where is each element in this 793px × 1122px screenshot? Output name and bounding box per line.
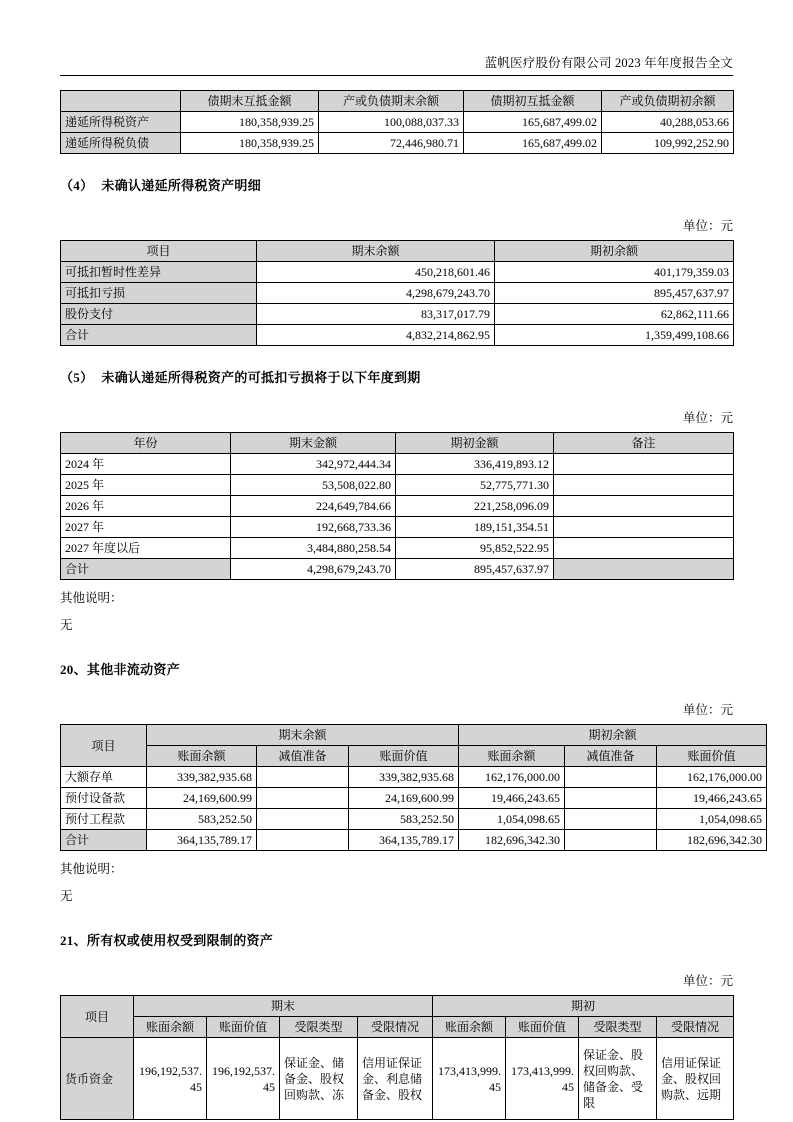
s20-sub-0: 账面余额 bbox=[147, 746, 257, 767]
s20-row1-begin-impairment bbox=[565, 788, 657, 809]
s20-row0-label: 大额存单 bbox=[61, 767, 147, 788]
s21-th-item: 项目 bbox=[61, 996, 134, 1038]
table-row bbox=[61, 559, 734, 580]
s20-row0-end-impairment bbox=[257, 767, 349, 788]
s5-row3-begin: 189,151,354.51 bbox=[396, 517, 554, 538]
unit-label-section20: 单位：元 bbox=[682, 703, 733, 717]
section-4-number: （4） bbox=[60, 178, 94, 193]
s21-sub-3: 受限情况 bbox=[358, 1017, 433, 1038]
s20-row3-begin-value: 182,696,342.30 bbox=[657, 830, 767, 851]
s21-sub-1: 账面价值 bbox=[207, 1017, 280, 1038]
s4-row3-label: 合计 bbox=[61, 325, 257, 346]
offset-row1-label: 递延所得税负债 bbox=[61, 133, 181, 154]
offset-th-2: 产或负债期末余额 bbox=[319, 91, 464, 112]
s20-row1-begin-balance: 19,466,243.65 bbox=[459, 788, 565, 809]
table-row bbox=[61, 809, 767, 830]
s20-row2-label: 预付工程款 bbox=[61, 809, 147, 830]
s20-row0-begin-balance: 162,176,000.00 bbox=[459, 767, 565, 788]
s5-row4-remark bbox=[554, 538, 734, 559]
table-header-row bbox=[61, 1017, 734, 1038]
section-5-number: （5） bbox=[60, 370, 94, 385]
s21-th-end-group: 期末 bbox=[134, 996, 433, 1017]
offset-row1-v0: 180,358,939.25 bbox=[181, 133, 319, 154]
s20-row1-end-balance: 24,169,600.99 bbox=[147, 788, 257, 809]
s21-sub-4: 账面余额 bbox=[433, 1017, 506, 1038]
s20-th-end-group: 期末余额 bbox=[147, 725, 459, 746]
s5-row4-end: 3,484,880,258.54 bbox=[231, 538, 396, 559]
s21-row0-end-type: 保证金、储备金、股权回购款、冻 bbox=[280, 1038, 358, 1120]
s20-row2-end-value: 583,252.50 bbox=[349, 809, 459, 830]
s20-row1-label: 预付设备款 bbox=[61, 788, 147, 809]
table-row bbox=[61, 830, 767, 851]
s21-row0-end-value: 196,192,537.45 bbox=[207, 1038, 280, 1120]
running-header bbox=[60, 0, 733, 71]
s21-sub-2: 受限类型 bbox=[280, 1017, 358, 1038]
s20-row2-end-balance: 583,252.50 bbox=[147, 809, 257, 830]
other-note-value-2: 无 bbox=[60, 889, 73, 903]
s20-row3-label: 合计 bbox=[61, 830, 147, 851]
s21-sub-5: 账面价值 bbox=[506, 1017, 579, 1038]
s20-row2-begin-value: 1,054,098.65 bbox=[657, 809, 767, 830]
table-row bbox=[61, 496, 734, 517]
s4-row2-end: 83,317,017.79 bbox=[257, 304, 495, 325]
s4-row1-label: 可抵扣亏损 bbox=[61, 283, 257, 304]
s21-row0-begin-balance: 173,413,999.45 bbox=[433, 1038, 506, 1120]
s20-row1-end-value: 24,169,600.99 bbox=[349, 788, 459, 809]
s4-th-1: 期末余额 bbox=[257, 241, 495, 262]
offset-row1-v3: 109,992,252.90 bbox=[602, 133, 734, 154]
table-row bbox=[61, 538, 734, 559]
section-5-title: 未确认递延所得税资产的可抵扣亏损将于以下年度到期 bbox=[101, 370, 421, 385]
s20-row0-begin-impairment bbox=[565, 767, 657, 788]
section-21-heading: 21、所有权或使用权受到限制的资产 bbox=[60, 933, 274, 948]
offset-row1-v1: 72,446,980.71 bbox=[319, 133, 464, 154]
other-note-label-2: 其他说明： bbox=[60, 862, 123, 876]
s5-row0-end: 342,972,444.34 bbox=[231, 454, 396, 475]
header-divider bbox=[60, 75, 733, 76]
table-header-row bbox=[61, 746, 767, 767]
s4-row1-begin: 895,457,637.97 bbox=[495, 283, 734, 304]
s5-row5-begin: 895,457,637.97 bbox=[396, 559, 554, 580]
s20-sub-4: 减值准备 bbox=[565, 746, 657, 767]
table-row bbox=[61, 767, 767, 788]
s5-row4-begin: 95,852,522.95 bbox=[396, 538, 554, 559]
s4-th-0: 项目 bbox=[61, 241, 257, 262]
offset-th-4: 产或负债期初余额 bbox=[602, 91, 734, 112]
offset-row0-v3: 40,288,053.66 bbox=[602, 112, 734, 133]
s21-row0-begin-type: 保证金、股权回购款、储备金、受限 bbox=[579, 1038, 657, 1120]
offset-th-3: 债期初互抵金额 bbox=[464, 91, 602, 112]
section-20-heading: 20、其他非流动资产 bbox=[60, 662, 180, 677]
s20-row3-begin-impairment bbox=[565, 830, 657, 851]
s5-row0-remark bbox=[554, 454, 734, 475]
s5-row1-year: 2025 年 bbox=[61, 475, 231, 496]
restricted-assets-table bbox=[60, 995, 734, 1120]
table-row bbox=[61, 112, 734, 133]
s4-row2-label: 股份支付 bbox=[61, 304, 257, 325]
s20-row3-end-balance: 364,135,789.17 bbox=[147, 830, 257, 851]
s5-th-2: 期初金额 bbox=[396, 433, 554, 454]
s21-row0-label: 货币资金 bbox=[61, 1038, 134, 1120]
section-5-heading bbox=[60, 368, 733, 388]
s5-row5-year: 合计 bbox=[61, 559, 231, 580]
s4-row0-end: 450,218,601.46 bbox=[257, 262, 495, 283]
table-row bbox=[61, 262, 734, 283]
s5-row2-end: 224,649,784.66 bbox=[231, 496, 396, 517]
s5-row0-begin: 336,419,893.12 bbox=[396, 454, 554, 475]
table-row bbox=[61, 475, 734, 496]
s5-row1-remark bbox=[554, 475, 734, 496]
loss-expiry-table bbox=[60, 432, 734, 580]
s21-sub-7: 受限情况 bbox=[657, 1017, 734, 1038]
s21-sub-6: 受限类型 bbox=[579, 1017, 657, 1038]
s20-row1-end-impairment bbox=[257, 788, 349, 809]
offset-th-blank bbox=[61, 91, 181, 112]
section-4-heading bbox=[60, 176, 733, 196]
s5-th-1: 期末金额 bbox=[231, 433, 396, 454]
offset-row0-v0: 180,358,939.25 bbox=[181, 112, 319, 133]
s5-row1-begin: 52,775,771.30 bbox=[396, 475, 554, 496]
s5-th-3: 备注 bbox=[554, 433, 734, 454]
s4-row1-end: 4,298,679,243.70 bbox=[257, 283, 495, 304]
s4-row0-label: 可抵扣暂时性差异 bbox=[61, 262, 257, 283]
s20-sub-1: 减值准备 bbox=[257, 746, 349, 767]
other-noncurrent-assets-table bbox=[60, 724, 767, 851]
s4-row2-begin: 62,862,111.66 bbox=[495, 304, 734, 325]
s5-row3-end: 192,668,733.36 bbox=[231, 517, 396, 538]
s20-sub-2: 账面价值 bbox=[349, 746, 459, 767]
offset-row1-v2: 165,687,499.02 bbox=[464, 133, 602, 154]
offset-th-1: 债期末互抵金额 bbox=[181, 91, 319, 112]
s5-row2-remark bbox=[554, 496, 734, 517]
s5-row4-year: 2027 年度以后 bbox=[61, 538, 231, 559]
s20-row2-end-impairment bbox=[257, 809, 349, 830]
offset-row0-v1: 100,088,037.33 bbox=[319, 112, 464, 133]
s20-row2-begin-balance: 1,054,098.65 bbox=[459, 809, 565, 830]
s20-th-item: 项目 bbox=[61, 725, 147, 767]
unit-label-section5: 单位：元 bbox=[682, 411, 733, 425]
s5-row2-begin: 221,258,096.09 bbox=[396, 496, 554, 517]
table-header-row bbox=[61, 725, 767, 746]
other-note-label-1: 其他说明： bbox=[60, 591, 123, 605]
unit-label-section4: 单位：元 bbox=[682, 219, 733, 233]
table-row bbox=[61, 517, 734, 538]
s21-row0-end-status: 信用证保证金、利息储备金、股权 bbox=[358, 1038, 433, 1120]
unit-label-section21: 单位：元 bbox=[682, 974, 733, 988]
s5-row5-remark bbox=[554, 559, 734, 580]
s5-row1-end: 53,508,022.80 bbox=[231, 475, 396, 496]
table-header-row bbox=[61, 91, 734, 112]
s4-row3-begin: 1,359,499,108.66 bbox=[495, 325, 734, 346]
table-row bbox=[61, 133, 734, 154]
s20-th-begin-group: 期初余额 bbox=[459, 725, 767, 746]
s5-row3-remark bbox=[554, 517, 734, 538]
s20-sub-5: 账面价值 bbox=[657, 746, 767, 767]
s21-row0-begin-status: 信用证保证金、股权回购款、远期 bbox=[657, 1038, 734, 1120]
s5-row0-year: 2024 年 bbox=[61, 454, 231, 475]
s20-row2-begin-impairment bbox=[565, 809, 657, 830]
s21-row0-end-balance: 196,192,537.45 bbox=[134, 1038, 207, 1120]
s4-th-2: 期初余额 bbox=[495, 241, 734, 262]
table-row bbox=[61, 304, 734, 325]
table-row bbox=[61, 788, 767, 809]
table-header-row bbox=[61, 996, 734, 1017]
s4-row0-begin: 401,179,359.03 bbox=[495, 262, 734, 283]
offset-table bbox=[60, 90, 734, 154]
other-note-value-1: 无 bbox=[60, 618, 73, 632]
table-header-row bbox=[61, 241, 734, 262]
table-row bbox=[61, 283, 734, 304]
s21-th-begin-group: 期初 bbox=[433, 996, 734, 1017]
s20-row3-begin-balance: 182,696,342.30 bbox=[459, 830, 565, 851]
table-row bbox=[61, 325, 734, 346]
s20-row3-end-impairment bbox=[257, 830, 349, 851]
s20-row0-begin-value: 162,176,000.00 bbox=[657, 767, 767, 788]
offset-row0-v2: 165,687,499.02 bbox=[464, 112, 602, 133]
table-row bbox=[61, 454, 734, 475]
section-4-title: 未确认递延所得税资产明细 bbox=[101, 178, 262, 193]
table-row bbox=[61, 1038, 734, 1120]
s21-row0-begin-value: 173,413,999.45 bbox=[506, 1038, 579, 1120]
s4-row3-end: 4,832,214,862.95 bbox=[257, 325, 495, 346]
offset-row0-label: 递延所得税资产 bbox=[61, 112, 181, 133]
s20-sub-3: 账面余额 bbox=[459, 746, 565, 767]
s20-row0-end-balance: 339,382,935.68 bbox=[147, 767, 257, 788]
s20-row3-end-value: 364,135,789.17 bbox=[349, 830, 459, 851]
running-header-title: 蓝帆医疗股份有限公司 2023 年年度报告全文 bbox=[484, 56, 733, 70]
s5-row5-end: 4,298,679,243.70 bbox=[231, 559, 396, 580]
table-header-row bbox=[61, 433, 734, 454]
s5-row3-year: 2027 年 bbox=[61, 517, 231, 538]
s5-th-0: 年份 bbox=[61, 433, 231, 454]
unrecognized-dta-table bbox=[60, 240, 734, 346]
s20-row1-begin-value: 19,466,243.65 bbox=[657, 788, 767, 809]
s21-sub-0: 账面余额 bbox=[134, 1017, 207, 1038]
s20-row0-end-value: 339,382,935.68 bbox=[349, 767, 459, 788]
s5-row2-year: 2026 年 bbox=[61, 496, 231, 517]
